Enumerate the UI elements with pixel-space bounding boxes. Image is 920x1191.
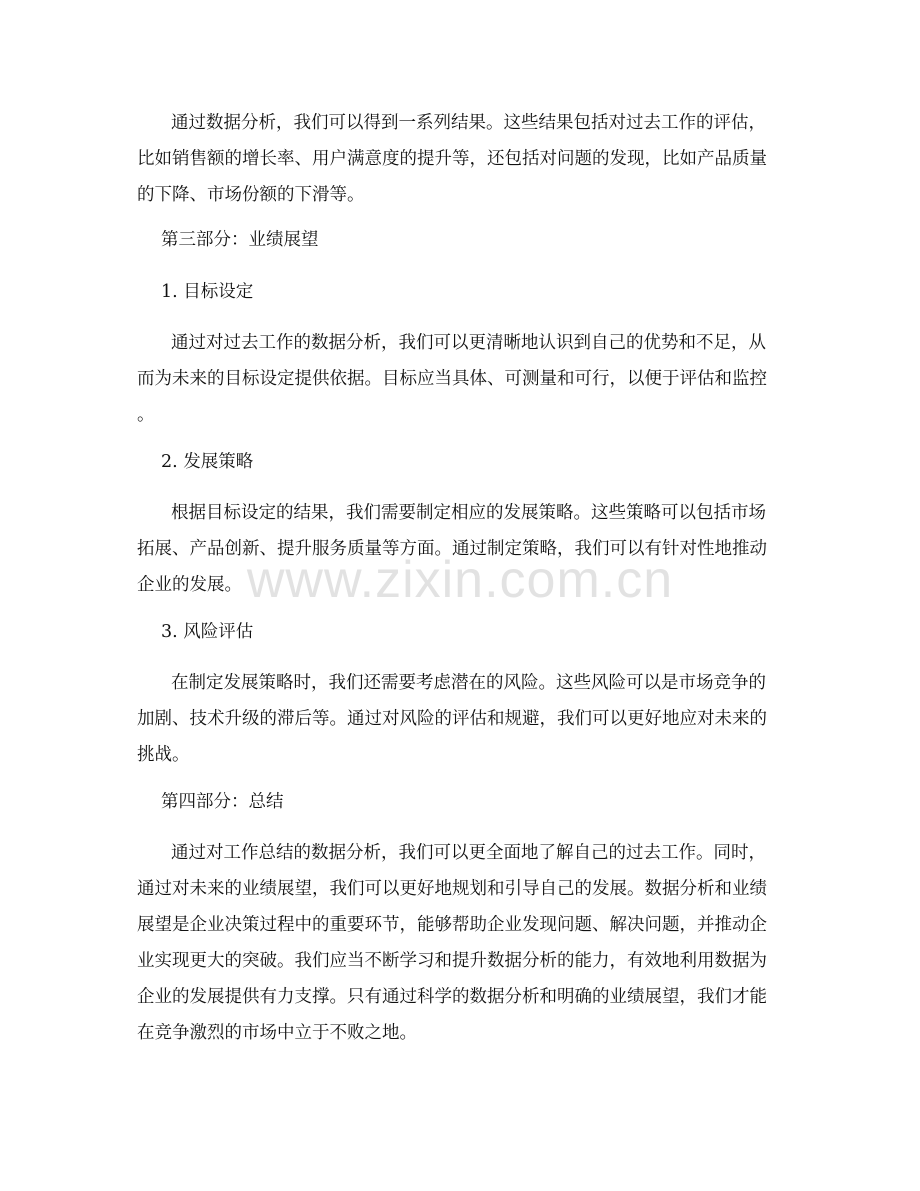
section-heading-part-three — [137, 222, 787, 258]
heading-text: 1. 目标设定 — [161, 282, 254, 302]
paragraph-goal-setting — [137, 325, 787, 433]
paragraph-line: 根据目标设定的结果，我们需要制定相应的发展策略。这些策略可以包括市场 — [171, 503, 766, 523]
paragraph-line: 通过对工作总结的数据分析，我们可以更全面地了解自己的过去工作。同时， — [171, 843, 766, 863]
heading-text: 3. 风险评估 — [161, 622, 254, 642]
paragraph-risk-assessment — [137, 665, 787, 773]
subheading-strategy — [137, 444, 787, 480]
section-heading-part-four — [137, 784, 787, 820]
paragraph-line: 通过数据分析，我们可以得到一系列结果。这些结果包括对过去工作的评估， — [171, 113, 766, 133]
paragraph-line: 。 — [137, 405, 155, 425]
paragraph-line: 展望是企业决策过程中的重要环节，能够帮助企业发现问题、解决问题，并推动企 — [137, 915, 767, 935]
paragraph-line: 比如销售额的增长率、用户满意度的提升等，还包括对问题的发现，比如产品质量 — [137, 149, 767, 169]
subheading-risk-assessment — [137, 614, 787, 650]
paragraph-line: 业实现更大的突破。我们应当不断学习和提升数据分析的能力，有效地利用数据为 — [137, 951, 767, 971]
paragraph-line: 加剧、技术升级的滞后等。通过对风险的评估和规避，我们可以更好地应对未来的 — [137, 709, 767, 729]
paragraph-line: 在竞争激烈的市场中立于不败之地。 — [137, 1023, 417, 1043]
paragraph-line: 企业的发展提供有力支撑。只有通过科学的数据分析和明确的业绩展望，我们才能 — [137, 987, 767, 1007]
subheading-goal-setting — [137, 274, 787, 310]
heading-text: 2. 发展策略 — [161, 452, 254, 472]
heading-text: 第四部分：总结 — [161, 792, 284, 812]
paragraph-line: 企业的发展。 — [137, 575, 242, 595]
paragraph-line: 而为未来的目标设定提供依据。目标应当具体、可测量和可行，以便于评估和监控 — [137, 369, 767, 389]
paragraph-line: 通过对未来的业绩展望，我们可以更好地规划和引导自己的发展。数据分析和业绩 — [137, 879, 767, 899]
paragraph-line: 挑战。 — [137, 745, 190, 765]
paragraph-line: 的下降、市场份额的下滑等。 — [137, 185, 365, 205]
heading-text: 第三部分：业绩展望 — [161, 230, 319, 250]
watermark: www.zixin.com.cn — [246, 551, 674, 609]
paragraph-line: 在制定发展策略时，我们还需要考虑潜在的风险。这些风险可以是市场竞争的 — [171, 673, 766, 693]
paragraph-strategy — [137, 495, 787, 603]
paragraph-line: 拓展、产品创新、提升服务质量等方面。通过制定策略，我们可以有针对性地推动 — [137, 539, 767, 559]
paragraph-summary — [137, 835, 787, 1051]
paragraph-results — [137, 105, 787, 213]
paragraph-line: 通过对过去工作的数据分析，我们可以更清晰地认识到自己的优势和不足，从 — [171, 333, 766, 353]
